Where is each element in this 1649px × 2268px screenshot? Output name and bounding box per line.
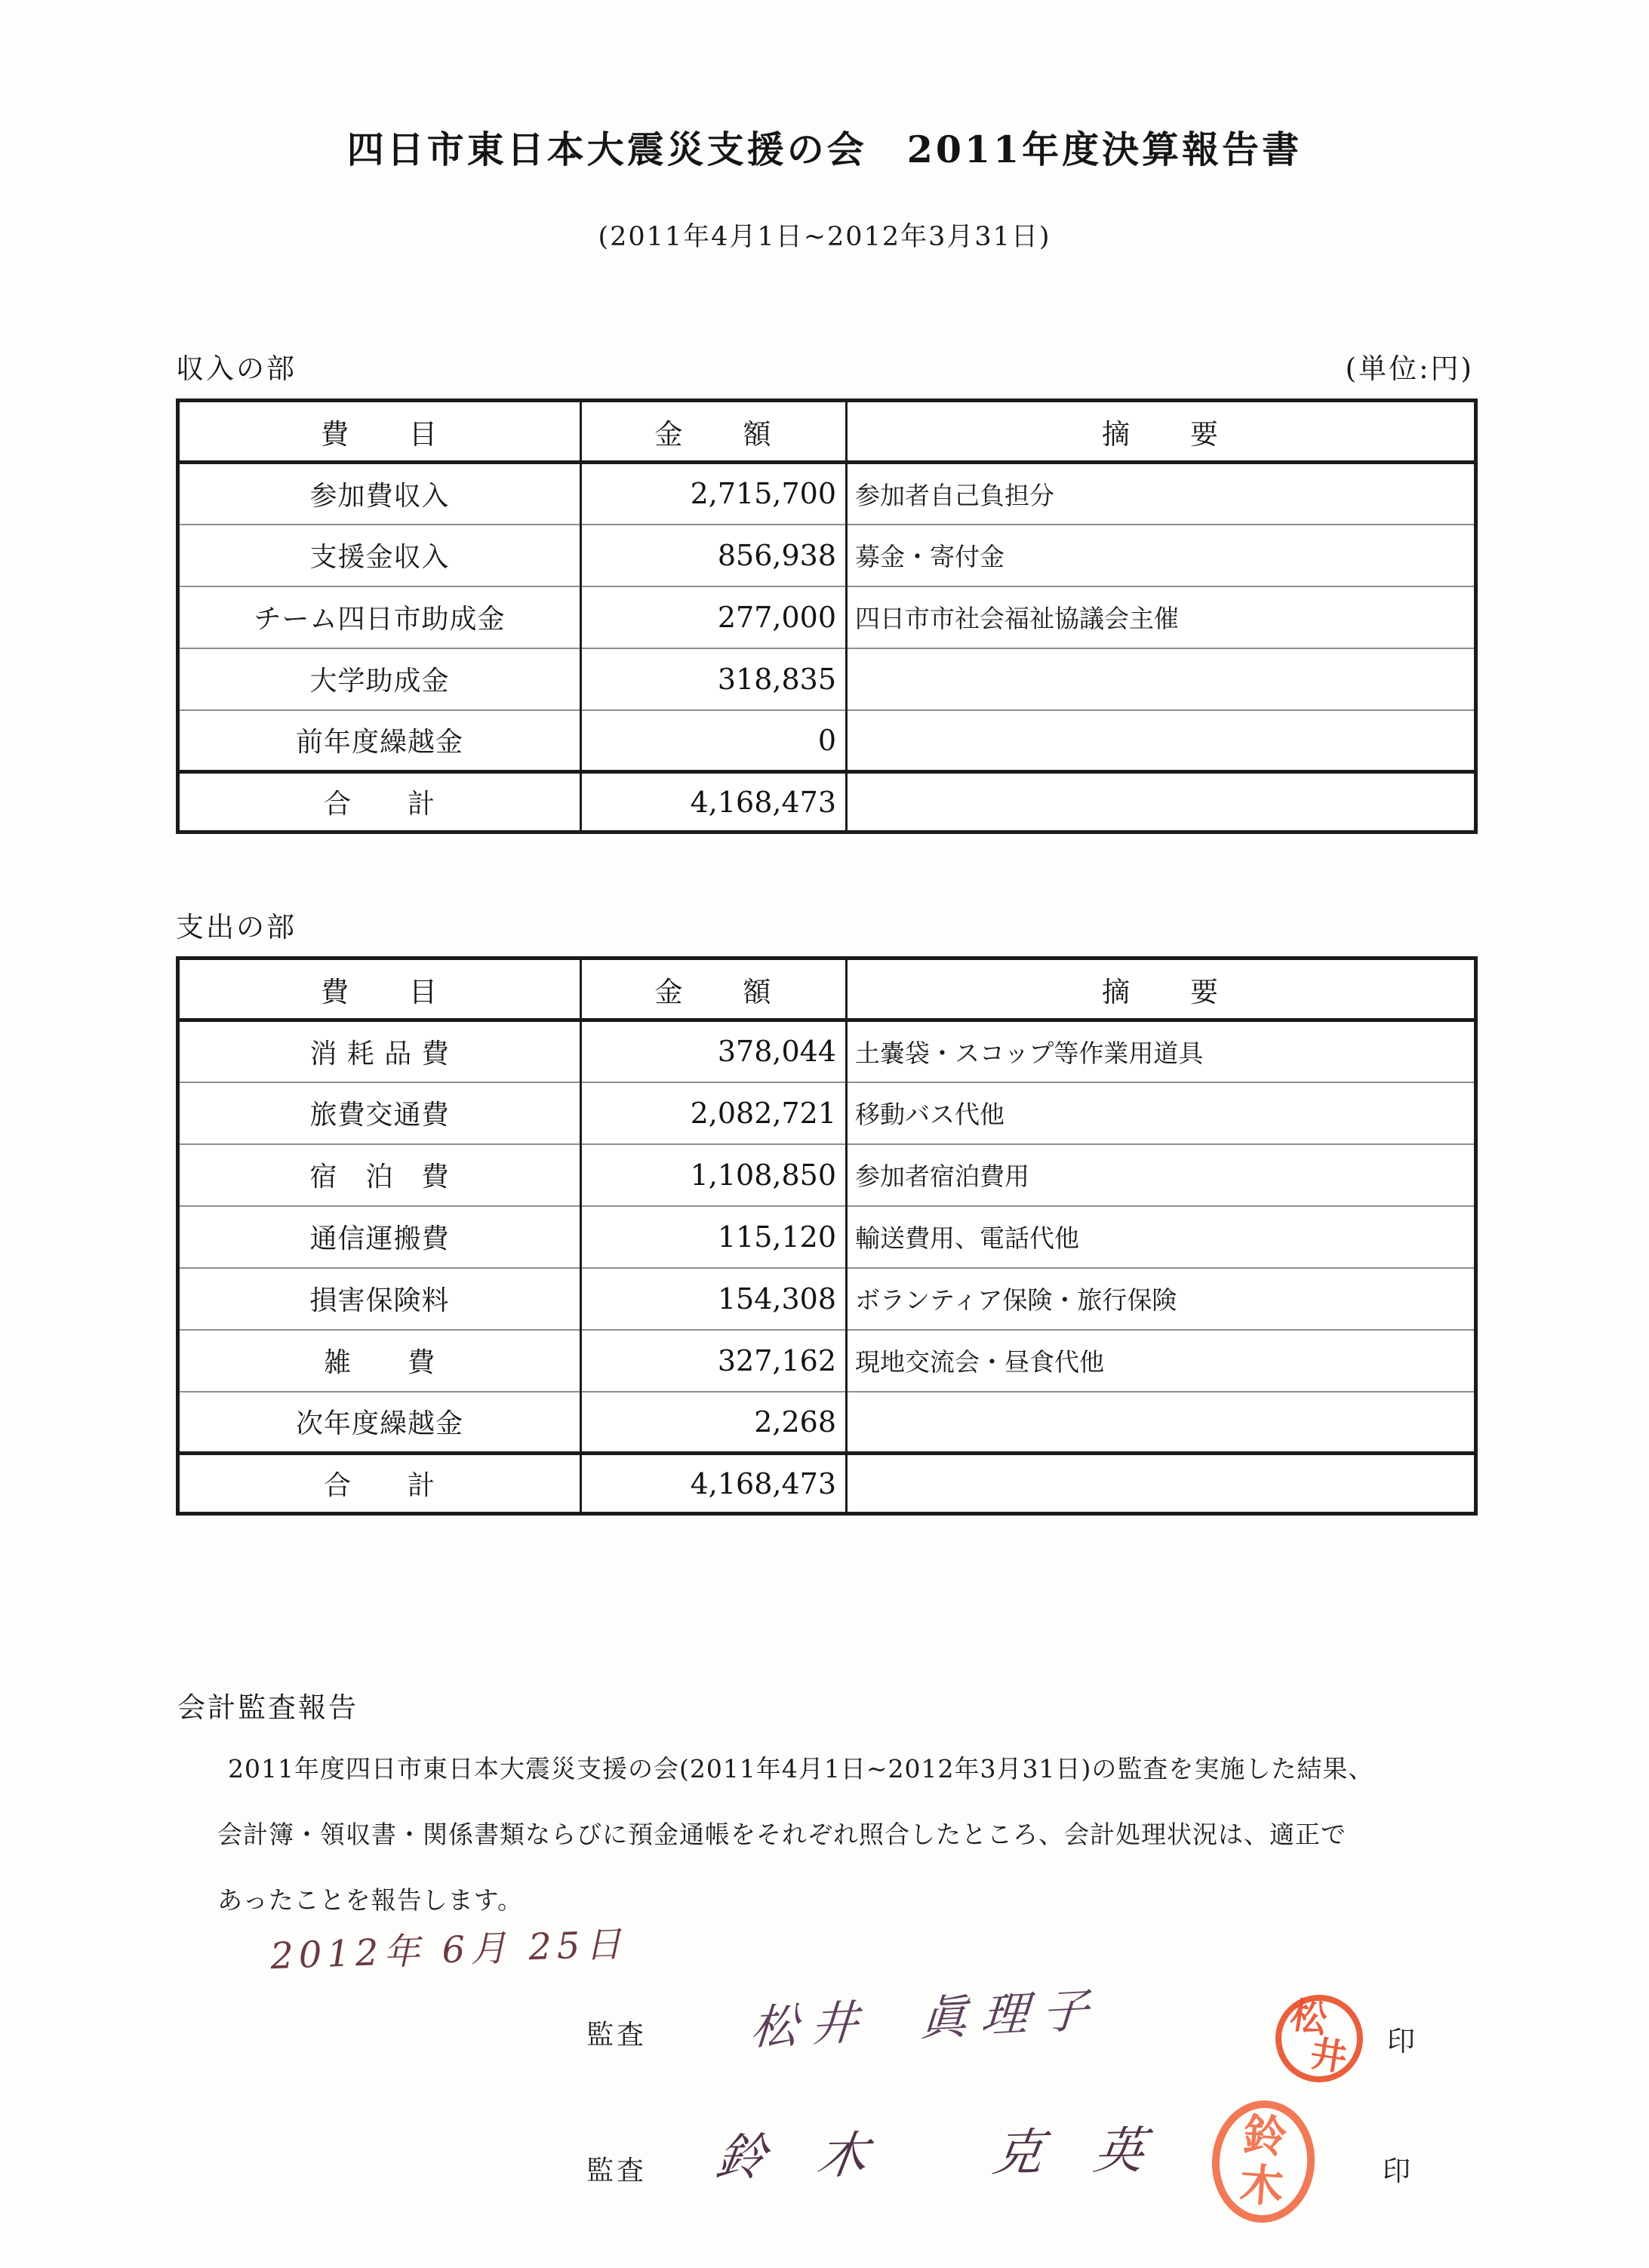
auditor-signature-handwritten: 鈴木 克英 — [712, 2120, 1200, 2187]
income-total-row — [178, 772, 1476, 832]
item-cell: 旅費交通費 — [178, 1082, 581, 1144]
income-header-item: 費 目 — [178, 401, 581, 463]
red-seal-stamp-icon — [1265, 1986, 1374, 2091]
seal-suffix-label: 印 — [1383, 2155, 1411, 2187]
auditor-role-label: 監査 — [586, 2156, 648, 2186]
stamp-character: 松 — [1288, 1994, 1331, 2042]
expense-table — [176, 956, 1478, 1516]
item-cell: 消 耗 品 費 — [309, 1038, 450, 1069]
audit-paragraph-line: 会計簿・領収書・関係書類ならびに預金通帳をそれぞれ照合したところ、会計処理状況は、適正で — [217, 1820, 1346, 1849]
income-section-bar — [176, 346, 1474, 386]
table-row — [178, 1020, 1476, 1082]
expense-header-summary: 摘 要 — [847, 959, 1476, 1020]
expense-section-label: 支出の部 — [176, 911, 297, 943]
item-cell: チーム四日市助成金 — [178, 586, 581, 648]
item-cell: 参加費収入 — [309, 480, 450, 512]
amount-cell: 0 — [581, 710, 847, 772]
expense-total-row — [178, 1454, 1476, 1514]
amount-cell: 318,835 — [581, 648, 847, 710]
auditor-role-label: 監査 — [586, 2020, 648, 2051]
summary-cell: 募金・寄付金 — [847, 525, 1476, 586]
summary-cell: ボランティア保険・旅行保険 — [847, 1268, 1476, 1330]
total-label-cell: 合 計 — [178, 1454, 581, 1514]
amount-cell: 2,082,721 — [581, 1082, 847, 1144]
audit-paragraph-line: あったことを報告します。 — [217, 1885, 524, 1915]
red-seal-stamp-icon — [1201, 2093, 1325, 2230]
total-summary-cell — [847, 772, 1476, 832]
unit-label: (単位:円) — [1345, 352, 1474, 385]
expense-header-amount: 金 額 — [581, 959, 847, 1020]
summary-cell: 移動バス代他 — [847, 1082, 1476, 1144]
total-label-cell: 合 計 — [178, 772, 581, 832]
table-row — [178, 648, 1476, 710]
total-amount-cell: 4,168,473 — [581, 1454, 847, 1514]
amount-cell: 277,000 — [581, 586, 847, 648]
seal-suffix-label: 印 — [1387, 2025, 1415, 2057]
stamp-character: 木 — [1238, 2158, 1286, 2213]
table-row — [178, 1206, 1476, 1268]
item-cell: 損害保険料 — [178, 1268, 581, 1330]
amount-cell: 327,162 — [581, 1330, 847, 1392]
amount-cell: 2,715,700 — [581, 463, 847, 525]
income-header-summary: 摘 要 — [847, 401, 1476, 463]
item-cell: 前年度繰越金 — [178, 710, 581, 772]
table-row — [178, 1082, 1476, 1144]
table-row — [178, 1330, 1476, 1392]
item-cell: 支援金収入 — [178, 525, 581, 586]
expense-header-item: 費 目 — [178, 959, 581, 1020]
item-cell: 雑 費 — [178, 1330, 581, 1392]
summary-cell: 参加者自己負担分 — [847, 463, 1476, 525]
amount-cell: 154,308 — [581, 1268, 847, 1330]
summary-cell: 四日市市社会福祉協議会主催 — [847, 586, 1476, 648]
table-row — [178, 1392, 1476, 1454]
item-cell: 通信運搬費 — [178, 1206, 581, 1268]
page-subtitle: (2011年4月1日~2012年3月31日) — [598, 222, 1051, 252]
total-amount-cell: 4,168,473 — [581, 772, 847, 832]
summary-cell: 土嚢袋・スコップ等作業用道具 — [847, 1020, 1476, 1082]
audit-report-heading: 会計監査報告 — [177, 1691, 358, 1724]
table-row — [178, 1144, 1476, 1206]
summary-cell — [847, 1392, 1476, 1454]
item-cell: 大学助成金 — [178, 648, 581, 710]
table-row — [178, 525, 1476, 586]
audit-paragraph-line: 2011年度四日市東日本大震災支援の会(2011年4月1日~2012年3月31日)の監査を実施した結果、 — [228, 1754, 1374, 1783]
summary-cell: 現地交流会・昼食代他 — [847, 1330, 1476, 1392]
table-row — [178, 1268, 1476, 1330]
amount-cell: 856,938 — [581, 525, 847, 586]
summary-cell — [847, 710, 1476, 772]
item-cell: 次年度繰越金 — [178, 1392, 581, 1454]
summary-cell — [847, 648, 1476, 710]
income-header-row — [178, 401, 1476, 463]
table-row — [178, 586, 1476, 648]
income-header-amount: 金 額 — [581, 401, 847, 463]
summary-cell: 参加者宿泊費用 — [847, 1144, 1476, 1206]
table-row — [178, 463, 1476, 525]
expense-header-row — [178, 959, 1476, 1020]
total-summary-cell — [847, 1454, 1476, 1514]
item-cell: 宿 泊 費 — [178, 1144, 581, 1206]
auditor-signature-handwritten: 松井 眞理子 — [749, 1981, 1104, 2056]
page-title: 四日市東日本大震災支援の会 2011年度決算報告書 — [346, 128, 1303, 171]
income-table — [176, 399, 1478, 834]
summary-cell: 輸送費用、電話代他 — [847, 1206, 1476, 1268]
stamp-character: 井 — [1307, 2032, 1350, 2080]
amount-cell: 1,108,850 — [581, 1144, 847, 1206]
handwritten-audit-date: 2012年 6月 25日 — [269, 1922, 628, 1978]
amount-cell: 2,268 — [581, 1392, 847, 1454]
amount-cell: 378,044 — [581, 1020, 847, 1082]
stamp-character: 鈴 — [1241, 2109, 1289, 2164]
income-section-label: 収入の部 — [176, 352, 297, 385]
table-row — [178, 710, 1476, 772]
amount-cell: 115,120 — [581, 1206, 847, 1268]
